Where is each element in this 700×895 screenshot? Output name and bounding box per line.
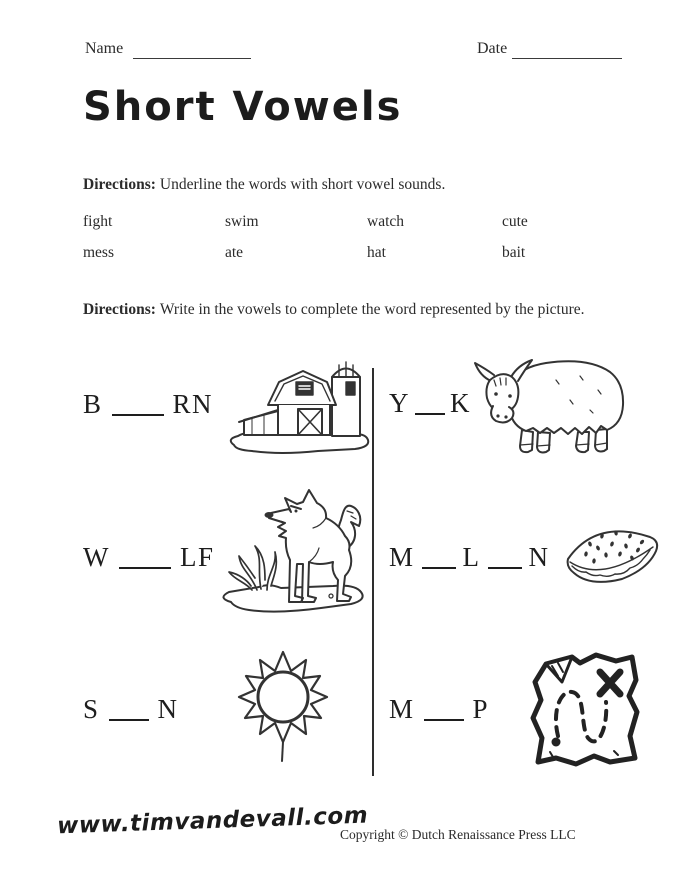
column-divider: [372, 368, 374, 776]
letter-group: Y: [389, 388, 410, 418]
directions-text: Underline the words with short vowel sounds.: [159, 176, 446, 193]
vowel-blank[interactable]: [415, 411, 445, 415]
word-cute[interactable]: cute: [502, 213, 528, 230]
word-ate[interactable]: ate: [225, 244, 244, 261]
name-input-line[interactable]: [133, 57, 251, 59]
letter-group: RN: [172, 389, 214, 419]
sun-image: [230, 645, 336, 765]
word-bait[interactable]: bait: [502, 244, 526, 261]
letter-group: LF: [179, 542, 215, 572]
fill-word-wolf: [83, 542, 215, 573]
treasure-map-image: [516, 648, 648, 778]
fill-word-map: [389, 694, 489, 725]
letter-group: W: [83, 542, 110, 572]
yak-image: [460, 350, 628, 458]
fill-word-melon: [389, 542, 550, 573]
letter-group: K: [450, 388, 471, 418]
vowel-blank[interactable]: [488, 565, 522, 569]
name-label: Name: [85, 40, 124, 57]
directions-write-vowels: [83, 299, 603, 321]
word-swim[interactable]: swim: [225, 213, 259, 230]
word-watch[interactable]: watch: [367, 213, 405, 230]
letter-group: N: [528, 542, 550, 572]
vowel-blank[interactable]: [422, 565, 456, 569]
watermelon-image: [560, 516, 662, 598]
word-mess[interactable]: mess: [83, 244, 114, 261]
word-fight[interactable]: fight: [83, 213, 113, 230]
vowel-blank[interactable]: [424, 717, 464, 721]
copyright-text: Copyright © Dutch Renaissance Press LLC: [340, 827, 576, 842]
wolf-image: [205, 486, 371, 622]
website-link[interactable]: www.timvandevall.com: [56, 802, 369, 840]
directions-text: Write in the vowels to complete the word represented by the picture.: [159, 301, 585, 318]
date-label: Date: [477, 40, 508, 57]
barn-image: [222, 352, 372, 459]
letter-group: B: [83, 389, 103, 419]
word-hat[interactable]: hat: [367, 244, 386, 261]
vowel-blank[interactable]: [112, 412, 164, 416]
letter-group: N: [157, 694, 179, 724]
letter-group: M: [389, 542, 415, 572]
page-title: Short Vowels: [83, 84, 403, 130]
letter-group: P: [472, 694, 490, 724]
letter-group: S: [83, 694, 100, 724]
directions-label: Directions:: [83, 176, 156, 193]
directions-label: Directions:: [83, 301, 156, 318]
letter-group: L: [462, 542, 481, 572]
fill-word-yak: [389, 388, 471, 419]
vowel-blank[interactable]: [109, 717, 149, 721]
fill-word-sun: [83, 694, 179, 725]
letter-group: M: [389, 694, 415, 724]
date-input-line[interactable]: [512, 57, 622, 59]
word-list: [83, 213, 628, 262]
directions-underline-words: [83, 174, 623, 196]
vowel-blank[interactable]: [119, 565, 171, 569]
fill-word-barn: [83, 389, 213, 420]
